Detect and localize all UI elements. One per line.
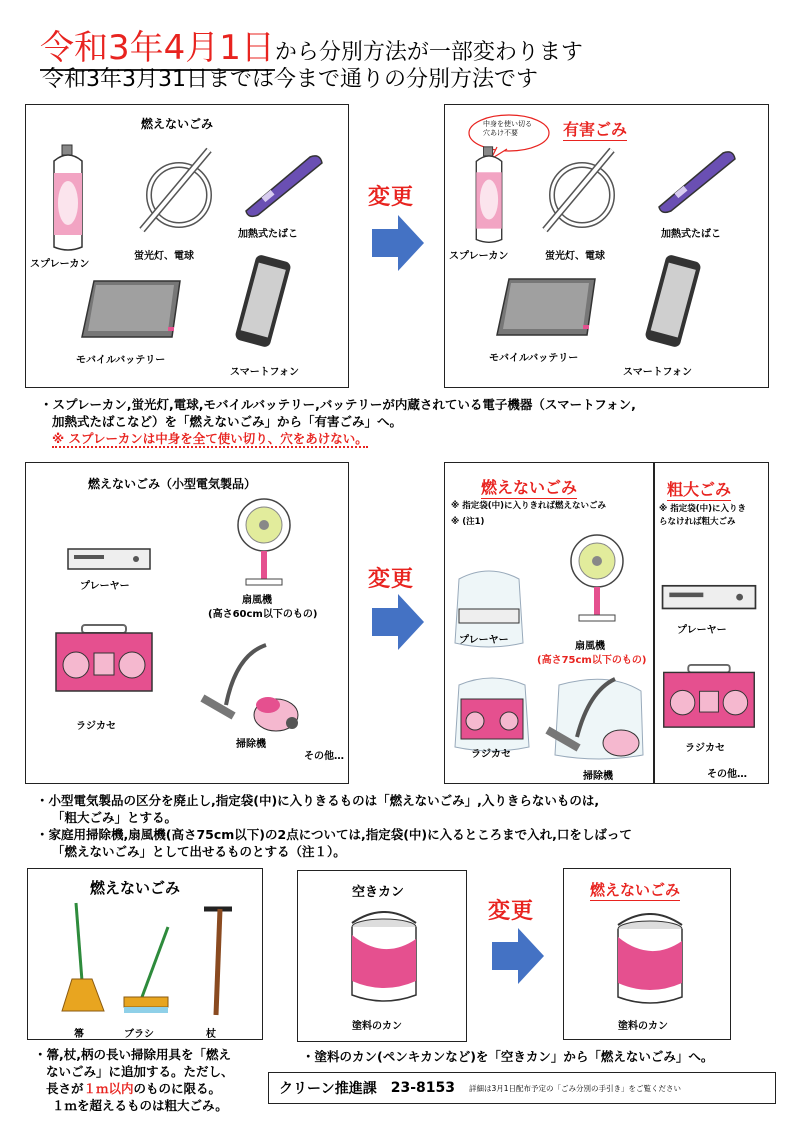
- s3-note-line3: [46, 1080, 221, 1097]
- s1-after-phone-label: スマートフォン: [623, 367, 692, 378]
- s3-note-line4: １ｍを超えるものは粗大ごみ。: [52, 1098, 228, 1113]
- mobile-battery-icon: [76, 275, 186, 345]
- s3-note-line1: ・箒,杖,柄の長い掃除用具を「燃え: [34, 1047, 231, 1062]
- s3-cane-label: 杖: [206, 1029, 216, 1040]
- s2-after-right-etc-label: その他…: [707, 769, 747, 780]
- s1-after-spray-label: スプレーカン: [449, 251, 509, 262]
- s1-before-title: 燃えないごみ: [141, 117, 214, 131]
- header-line1-rest: から分別方法が一部変わります: [274, 40, 583, 65]
- s1-before-box: [25, 104, 349, 388]
- s3-note-line2: ないごみ」に追加する。ただし、: [46, 1064, 234, 1079]
- cane-icon: [198, 903, 238, 1019]
- s1-before-phone-label: スマートフォン: [230, 367, 299, 378]
- s4-before-item-label: 塗料のカン: [352, 1021, 402, 1032]
- s1-after-title: 有害ごみ: [563, 117, 627, 141]
- header-line1: [40, 20, 583, 68]
- s3-title: 燃えないごみ: [90, 879, 181, 897]
- s2-note-line4: 「燃えないごみ」として出せるものとする（注１）。: [52, 844, 346, 859]
- s2-note-line2: 「粗大ごみ」とする。: [52, 810, 178, 825]
- s1-after-lamp-label: 蛍光灯、電球: [545, 251, 605, 262]
- s2-after-right-note: ※ 指定袋(中)に入りき らなければ粗大ごみ: [659, 504, 746, 527]
- s1-after-box: [444, 104, 769, 388]
- s2-before-player-label: プレーヤー: [80, 581, 130, 592]
- electric-fan-icon: [232, 497, 296, 589]
- mobile-battery-icon: [491, 273, 601, 343]
- s2-change-label: 変更: [368, 567, 415, 592]
- s2-after-left-title: 燃えないごみ: [481, 475, 577, 499]
- radio-cassette-icon: [54, 623, 154, 693]
- s1-before-spray-label: スプレーカン: [30, 259, 90, 270]
- s1-note-red: [52, 430, 368, 447]
- s1-change-label: 変更: [368, 185, 415, 210]
- electric-fan-icon: [565, 533, 629, 625]
- fluorescent-lamp-icon: [134, 145, 224, 235]
- footer-box: [268, 1072, 776, 1104]
- vacuum-cleaner-icon: [196, 635, 306, 735]
- s1-note-line1: ・スプレーカン,蛍光灯,電球,モバイルバッテリー,バッテリーが内蔵されている電子機器（スマートフォン,: [40, 397, 636, 412]
- bag-with-vacuum-icon: [539, 671, 649, 761]
- s2-after-left-note1: ※ 指定袋(中)に入りきれば燃えないごみ: [451, 501, 606, 511]
- s2-after-vacuum-label: 掃除機: [583, 771, 613, 782]
- s1-after-tobacco-label: 加熱式たばこ: [661, 229, 721, 240]
- s2-before-etc-label: その他…: [304, 751, 344, 762]
- fluorescent-lamp-icon: [537, 145, 627, 235]
- s2-before-vacuum-label: 掃除機: [236, 739, 266, 750]
- dvd-player-icon: [659, 579, 759, 613]
- footer-detail: 詳細は3月1日配布予定の「ごみ分別の手引き」をご覧ください: [469, 1083, 682, 1093]
- s2-arrow-icon: [372, 594, 424, 650]
- s2-after-right-radio-label: ラジカセ: [685, 743, 725, 754]
- s2-note-line1: ・小型電気製品の区分を廃止し,指定袋(中)に入りきるものは「燃えないごみ」,入りきらないものは,: [36, 793, 600, 808]
- s2-after-divider: [653, 463, 655, 783]
- s2-note-line3: ・家庭用掃除機,扇風機(高さ75cm以下)の2点については,指定袋(中)に入るところまで入れ,口をしばって: [36, 827, 632, 842]
- speech-bubble-text: 中身を使い切る 穴あけ不要: [483, 120, 532, 137]
- s2-before-title: 燃えないごみ（小型電気製品）: [88, 477, 257, 491]
- paint-can-icon: [608, 913, 692, 1009]
- header-date: 令和3年4月1日: [40, 28, 275, 71]
- s2-after-player-label: プレーヤー: [459, 635, 509, 646]
- s2-after-radio-label: ラジカセ: [471, 749, 511, 760]
- s3-note-line3-b: のものに限る。: [133, 1081, 222, 1096]
- s3-note-line3-red: １ｍ以内: [83, 1081, 134, 1096]
- smartphone-icon: [641, 255, 705, 347]
- s4-arrow-icon: [492, 928, 544, 984]
- s1-note-red-text: ※ スプレーカンは中身を全て使い切り、穴をあけない。: [52, 431, 368, 446]
- footer-dept: クリーン推進課: [279, 1081, 377, 1097]
- s2-after-fan-sub: (高さ75cm以下のもの): [537, 655, 647, 666]
- s2-before-fan-label: 扇風機: [242, 595, 272, 606]
- s1-after-battery-label: モバイルバッテリー: [489, 353, 579, 364]
- s3-box: [27, 868, 263, 1040]
- header-line2: 令和3年3月31日までは今まで通りの分別方法です: [42, 67, 538, 92]
- smartphone-icon: [231, 255, 295, 347]
- s2-after-right-player-label: プレーヤー: [677, 625, 727, 636]
- s4-after-title: 燃えないごみ: [590, 881, 681, 899]
- heated-tobacco-icon: [649, 145, 739, 215]
- heated-tobacco-icon: [236, 149, 326, 219]
- s2-before-fan-sub: (高さ60cm以下のもの): [208, 609, 318, 620]
- s2-after-box: [444, 462, 769, 784]
- s3-note-line3-a: 長さが: [46, 1081, 84, 1096]
- bag-with-radio-icon: [449, 669, 535, 753]
- s2-before-radio-label: ラジカセ: [76, 721, 116, 732]
- s2-before-box: [25, 462, 349, 784]
- dvd-player-icon: [66, 543, 152, 573]
- s2-after-right-title: 粗大ごみ: [667, 477, 731, 501]
- s4-before-box: [297, 870, 467, 1042]
- s3-brush-label: ブラシ: [124, 1029, 154, 1040]
- spray-can-icon: [48, 143, 88, 253]
- s4-note: ・塗料のカン(ペンキカンなど)を「空きカン」から「燃えないごみ」へ。: [302, 1049, 714, 1064]
- s1-note-line2: 加熱式たばこなど）を「燃えないごみ」から「有害ごみ」へ。: [52, 414, 403, 429]
- broom-icon: [58, 901, 108, 1017]
- s1-before-lamp-label: 蛍光灯、電球: [134, 251, 194, 262]
- s1-before-battery-label: モバイルバッテリー: [76, 355, 166, 366]
- paint-can-icon: [342, 911, 426, 1007]
- s3-broom-label: 箒: [74, 1029, 84, 1040]
- radio-cassette-icon: [661, 663, 757, 729]
- s1-before-tobacco-label: 加熱式たばこ: [238, 229, 298, 240]
- s1-arrow-icon: [372, 215, 424, 271]
- s4-before-title: 空きカン: [352, 885, 405, 900]
- footer-phone: 23-8153: [390, 1080, 455, 1096]
- s4-after-box: [563, 868, 731, 1040]
- spray-can-icon: [469, 145, 509, 245]
- s4-after-item-label: 塗料のカン: [618, 1021, 668, 1032]
- s2-after-fan-label: 扇風機: [575, 641, 605, 652]
- brush-icon: [118, 925, 182, 1017]
- s4-change-label: 変更: [488, 899, 535, 924]
- s2-after-left-note2: ※ (注1): [451, 517, 485, 527]
